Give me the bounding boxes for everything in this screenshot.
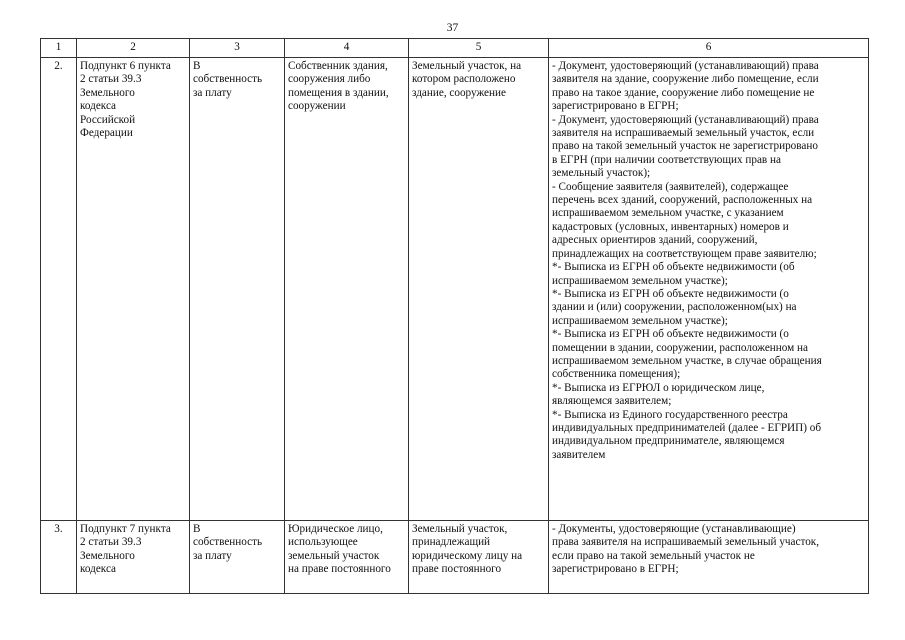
cell-text-line: кадастровых (условных, инвентарных) номеров и [552, 220, 789, 233]
cell-text-line: котором расположено [412, 73, 516, 86]
cell-text-line: в ЕГРН (при наличии соответствующих прав на [552, 153, 781, 166]
cell-text-line: перечень всех зданий, сооружений, расположенных на [552, 194, 813, 207]
cell-text-line: - Документы, удостоверяющие (устанавливающие) [552, 523, 796, 535]
cell-text-line: Российской [80, 113, 136, 126]
cell-text-line: *- Выписка из ЕГРН об объекте недвижимости (о [552, 287, 789, 300]
documents-cell [549, 521, 869, 594]
cell-text-line: Земельный участок, на [412, 60, 522, 72]
cell-text-line: зарегистрировано в ЕГРН; [552, 100, 679, 113]
cell-text-line: сооружении [288, 100, 346, 113]
cell-text-line: индивидуальных предпринимателей (далее - ЕГРИП) об [552, 421, 822, 434]
header-col-1: 1 [41, 39, 77, 58]
table-row [41, 58, 869, 521]
cell-text-line: заявителя на здание, сооружение либо помещение, если [552, 73, 819, 86]
page-number: 37 [446, 22, 459, 34]
row-number: 2. [41, 58, 77, 521]
cell-text-line: принадлежащих на соответствующем праве заявителю; [552, 247, 817, 260]
cell-text-line: земельный участок); [552, 167, 651, 180]
cell-text-line: Подпункт 7 пункта [80, 523, 171, 535]
cell-text-line: 2 статьи 39.3 [80, 536, 142, 549]
cell-text-line: испрашиваемом земельном участке, в случае обращения [552, 354, 822, 367]
header-col-6: 6 [549, 39, 869, 58]
legal-basis-cell [77, 521, 190, 594]
cell-text-line: В [193, 60, 201, 72]
table-header-row [41, 39, 869, 58]
cell-text-line: здание, сооружение [412, 86, 506, 99]
row-number: 3. [41, 521, 77, 594]
cell-text-line: испрашиваемом земельном участке, с указанием [552, 207, 784, 220]
header-col-4: 4 [285, 39, 409, 58]
documents-table [40, 38, 869, 594]
cell-text-line: на праве постоянного [288, 563, 391, 576]
cell-text-line: за плату [193, 549, 232, 562]
cell-text-line: являющемся заявителем; [552, 395, 672, 408]
header-col-5: 5 [409, 39, 549, 58]
cell-text-line: права заявителя на испрашиваемый земельный участок, [552, 536, 820, 549]
cell-text-line: собственность [193, 73, 263, 86]
cell-text-line: если право на такой земельный участок не [552, 549, 755, 562]
land-plot-cell [409, 58, 549, 521]
cell-text-line: Юридическое лицо, [288, 523, 383, 535]
documents-cell [549, 58, 869, 521]
cell-text-line: испрашиваемом земельном участке); [552, 274, 728, 287]
cell-text-line: - Сообщение заявителя (заявителей), содержащее [552, 180, 789, 193]
cell-text-line: зарегистрировано в ЕГРН; [552, 563, 679, 576]
cell-text-line: Земельного [80, 549, 135, 562]
cell-text-line: земельный участок [288, 549, 380, 562]
cell-text-line: заявителем [552, 448, 606, 461]
cell-text-line: заявителя на испрашиваемый земельный участок, если [552, 127, 815, 140]
applicant-cell [285, 521, 409, 594]
cell-text-line: индивидуальном предпринимателе, являющемся [552, 435, 785, 448]
cell-text-line: *- Выписка из ЕГРЮЛ о юридическом лице, [552, 381, 765, 394]
cell-text-line: использующее [288, 536, 358, 549]
cell-text-line: адресных ориентиров зданий, сооружений, [552, 234, 758, 247]
header-col-3: 3 [190, 39, 285, 58]
cell-text-line: Земельный участок, [412, 523, 508, 535]
right-type-cell [190, 521, 285, 594]
cell-text-line: юридическому лицу на [412, 549, 523, 562]
cell-text-line: здании и (или) сооружении, расположенном(ых) на [552, 301, 797, 314]
cell-text-line: кодекса [80, 100, 117, 113]
cell-text-line: Земельного [80, 86, 135, 99]
cell-text-line: право на такое здание, сооружение либо помещение не [552, 86, 815, 99]
cell-text-line: *- Выписка из ЕГРН об объекте недвижимости (об [552, 261, 795, 274]
table-row [41, 521, 869, 594]
right-type-cell [190, 58, 285, 521]
cell-text-line: принадлежащий [412, 536, 491, 549]
cell-text-line: В [193, 523, 201, 535]
cell-text-line: Подпункт 6 пункта [80, 60, 171, 72]
cell-text-line: право на такой земельный участок не зарегистрировано [552, 140, 818, 153]
legal-basis-cell [77, 58, 190, 521]
cell-text-line: праве постоянного [412, 563, 502, 576]
cell-text-line: кодекса [80, 563, 117, 576]
cell-text-line: - Документ, удостоверяющий (устанавливающий) права [552, 113, 819, 126]
land-plot-cell [409, 521, 549, 594]
cell-text-line: помещения в здании, [288, 86, 389, 99]
applicant-cell [285, 58, 409, 521]
cell-text-line: сооружения либо [288, 73, 371, 86]
cell-text-line: помещении в здании, сооружении, расположенном на [552, 341, 808, 354]
cell-text-line: Собственник здания, [288, 60, 388, 72]
cell-text-line: 2 статьи 39.3 [80, 73, 142, 86]
cell-text-line: - Документ, удостоверяющий (устанавливающий) права [552, 60, 819, 72]
cell-text-line: Федерации [80, 127, 133, 140]
cell-text-line: *- Выписка из ЕГРН об объекте недвижимости (о [552, 328, 789, 341]
header-col-2: 2 [77, 39, 190, 58]
cell-text-line: *- Выписка из Единого государственного реестра [552, 408, 788, 421]
cell-text-line: собственника помещения); [552, 368, 681, 381]
cell-text-line: испрашиваемом земельном участке); [552, 314, 728, 327]
cell-text-line: собственность [193, 536, 263, 549]
cell-text-line: за плату [193, 86, 232, 99]
